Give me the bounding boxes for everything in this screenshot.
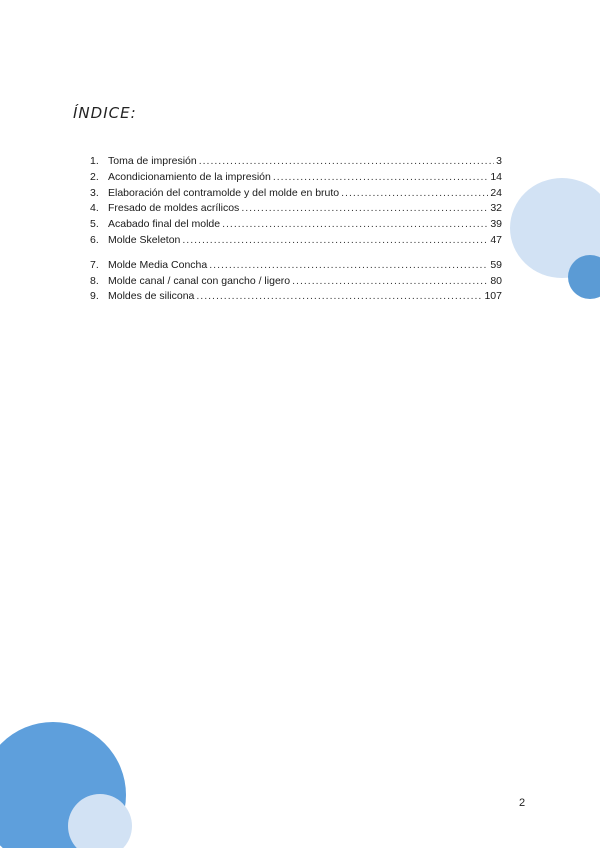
toc-leader-dots — [241, 202, 488, 214]
toc-entry[interactable] — [90, 218, 502, 234]
toc-number: 9. — [90, 290, 99, 303]
toc-entry[interactable] — [90, 234, 502, 250]
toc-leader-dots — [273, 171, 488, 183]
toc-number: 2. — [90, 170, 99, 183]
toc-page: 59 — [490, 258, 502, 271]
toc-leader-dots — [182, 234, 488, 246]
toc-number: 4. — [90, 202, 99, 215]
toc-entry[interactable] — [90, 171, 502, 187]
toc-label: Molde Media Concha — [108, 258, 208, 271]
toc-leader-dots — [341, 187, 488, 199]
toc-entry[interactable] — [90, 290, 502, 306]
toc-entry[interactable] — [90, 259, 502, 275]
toc-page: 3 — [496, 155, 502, 167]
toc-leader-dots — [199, 155, 494, 167]
page-number: 2 — [519, 797, 526, 809]
toc-entry[interactable] — [90, 202, 502, 218]
toc-page: 14 — [490, 170, 502, 183]
toc-page: 24 — [490, 186, 502, 199]
toc-leader-dots — [196, 290, 482, 302]
decorative-circle-dark — [568, 255, 600, 299]
toc-entry[interactable] — [90, 187, 502, 203]
toc-number: 3. — [90, 186, 99, 199]
toc-page: 107 — [484, 290, 502, 303]
toc-page: 47 — [490, 233, 502, 246]
toc-number: 1. — [90, 155, 99, 167]
toc-label: Acabado final del molde — [108, 218, 221, 231]
toc-number: 6. — [90, 233, 99, 246]
toc-label: Toma de impresión — [108, 155, 197, 167]
toc-leader-dots — [292, 275, 488, 287]
toc-number: 7. — [90, 258, 99, 271]
table-of-contents — [90, 155, 502, 306]
toc-page: 80 — [490, 274, 502, 287]
toc-label: Acondicionamiento de la impresión — [108, 170, 271, 183]
toc-label: Molde canal / canal con gancho / ligero — [108, 274, 291, 287]
toc-label: Molde Skeleton — [108, 233, 181, 246]
toc-leader-dots — [222, 218, 488, 230]
toc-label: Elaboración del contramolde y del molde en bruto — [108, 186, 340, 199]
toc-label: Fresado de moldes acrílicos — [108, 202, 240, 215]
toc-number: 5. — [90, 218, 99, 231]
toc-entry[interactable] — [90, 275, 502, 291]
toc-leader-dots — [209, 259, 488, 271]
toc-page: 32 — [490, 202, 502, 215]
toc-number: 8. — [90, 274, 99, 287]
toc-page: 39 — [490, 218, 502, 231]
toc-entry[interactable] — [90, 155, 502, 171]
toc-label: Moldes de silicona — [108, 290, 195, 303]
page-title: ÍNDICE: — [73, 104, 137, 122]
